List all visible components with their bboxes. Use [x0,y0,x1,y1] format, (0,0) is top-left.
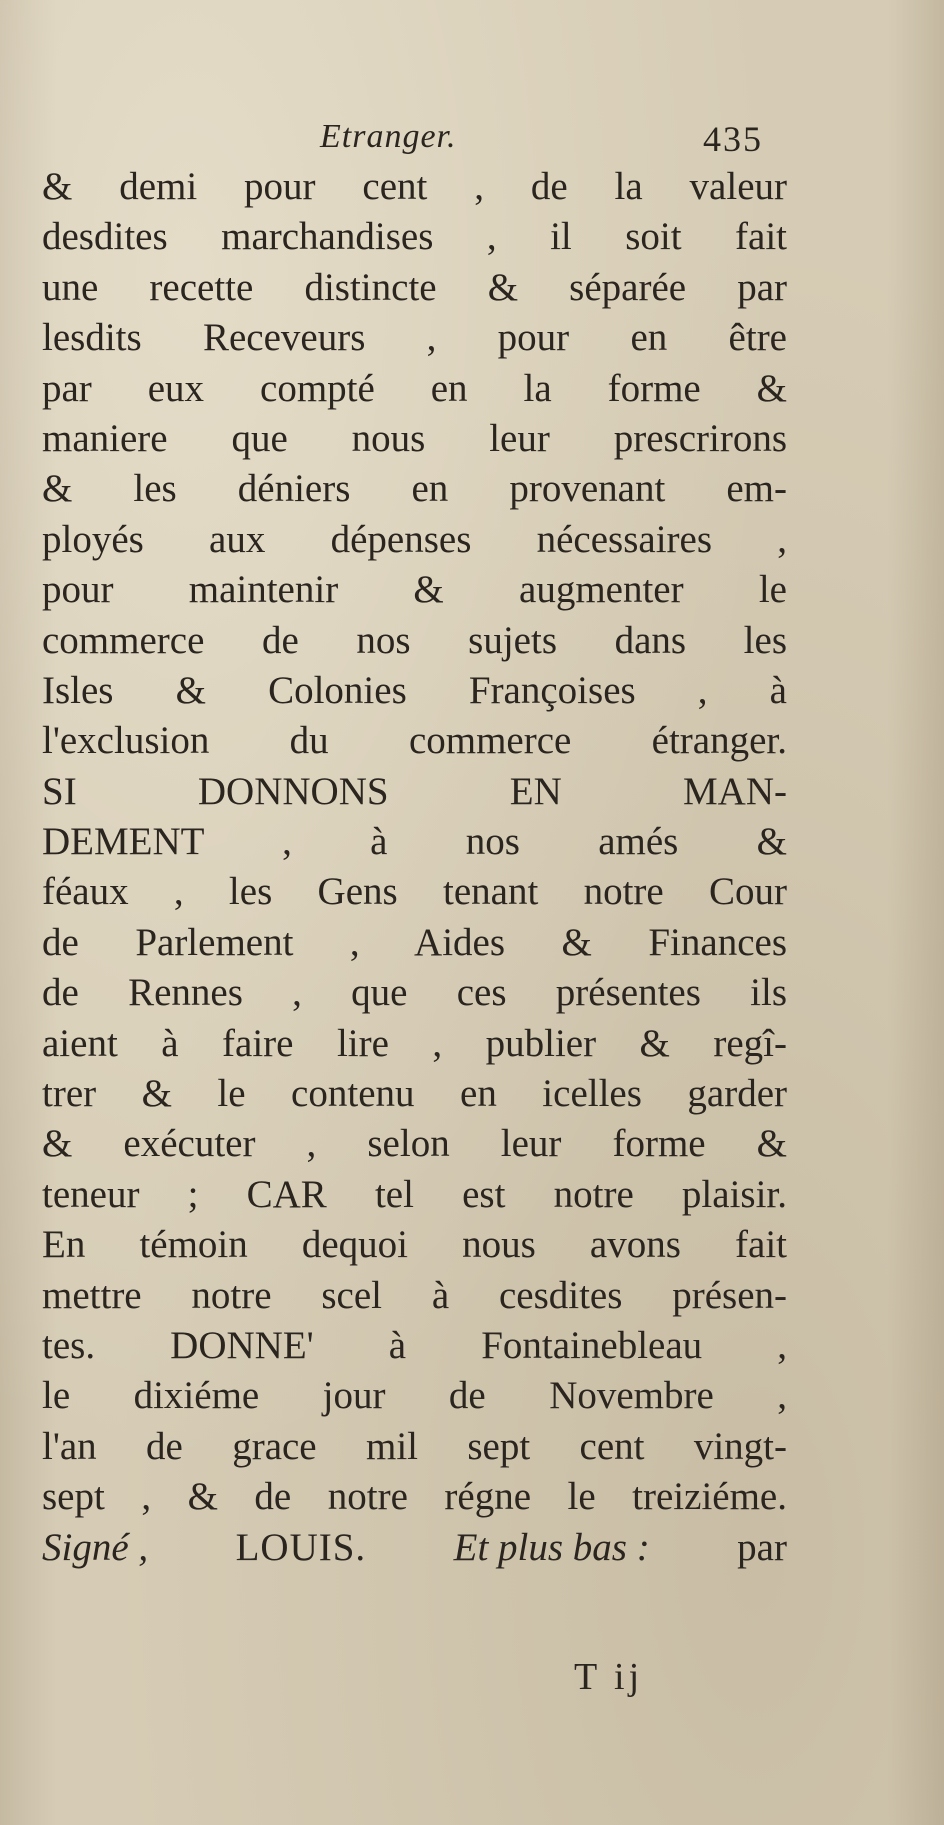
text-line: & exécuter , selon leur forme & [42,1122,787,1166]
text-line: féaux , les Gens tenant notre Cour [42,870,787,914]
running-head [0,118,944,168]
text-line: aient à faire lire , publier & regî- [42,1021,787,1065]
page-number: 435 [703,119,763,159]
text-line: lesdits Receveurs , pour en être [42,316,787,360]
text-line: pour maintenir & augmenter le [42,568,787,612]
text-line: l'an de grace mil sept cent vingt- [42,1424,787,1468]
text-line: de Rennes , que ces présentes ils [42,971,787,1015]
text-line: & les déniers en provenant em- [42,467,787,511]
text-line: l'exclusion du commerce étranger. [42,719,787,763]
gathering-signature-mark: T ij [574,1656,644,1698]
text-line: tes. DONNE' à Fontainebleau , [42,1323,787,1367]
running-title: Etranger. [320,118,457,155]
text-line: DEMENT , à nos amés & [42,820,787,864]
text-line: trer & le contenu en icelles garder [42,1072,787,1116]
text-line: & demi pour cent , de la valeur [42,165,787,208]
text-line: de Parlement , Aides & Finances [42,920,787,964]
text-line: SI DONNONS EN MAN- [42,769,787,813]
body-text [42,162,787,1573]
text-line: une recette distincte & séparée par [42,265,787,309]
text-line: En témoin dequoi nous avons fait [42,1223,787,1267]
text-line: sept , & de notre régne le treiziéme. [42,1475,787,1519]
signatory-name: LOUIS. [235,1525,367,1569]
text-line: desdites marchandises , il soit fait [42,215,787,259]
text-line: par eux compté en la forme & [42,366,787,410]
continuation-text: Et plus bas : [453,1525,650,1569]
catchword: par [737,1525,787,1569]
signature-line [42,1523,787,1573]
text-line: teneur ; CAR tel est notre plaisir. [42,1172,787,1216]
text-line: maniere que nous leur prescrirons [42,416,787,460]
text-line: commerce de nos sujets dans les [42,618,787,662]
text-line: ployés aux dépenses nécessaires , [42,517,787,561]
signed-label: Signé , [42,1525,149,1569]
text-line: Isles & Colonies Françoises , à [42,668,787,712]
text-line: mettre notre scel à cesdites présen- [42,1273,787,1317]
text-line: le dixiéme jour de Novembre , [42,1374,787,1418]
